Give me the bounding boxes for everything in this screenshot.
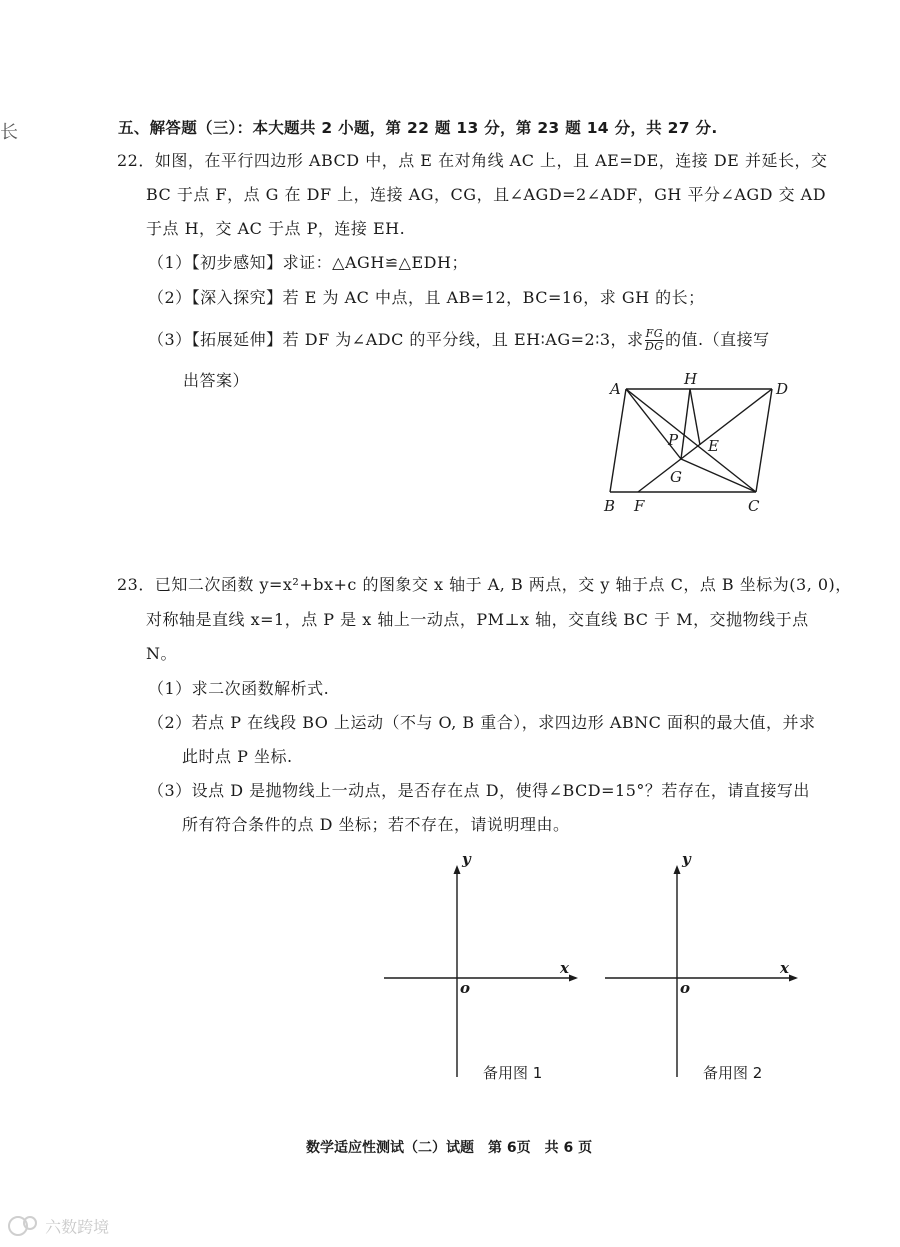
graph-2-caption: 备用图 2 bbox=[703, 1064, 763, 1082]
backup-graph-1 bbox=[380, 845, 590, 1099]
q23-part-3-cont: 所有符合条件的点 D 坐标；若不存在，请说明理由。 bbox=[182, 815, 570, 834]
q22-part-3-text-b: 的值.（直接写 bbox=[664, 330, 770, 349]
q22-line-2: BC 于点 F，点 G 在 DF 上，连接 AG，CG，且∠AGD=2∠ADF，GH 平分∠AGD 交 AD bbox=[146, 185, 827, 204]
segment-dc bbox=[756, 389, 772, 492]
q22-part-3 bbox=[148, 328, 770, 353]
y-axis-label: y bbox=[462, 850, 471, 868]
label-F: F bbox=[634, 497, 645, 515]
label-D: D bbox=[776, 380, 789, 398]
q23-part-2-cont: 此时点 P 坐标. bbox=[182, 747, 293, 766]
fraction-numerator: FG bbox=[645, 327, 663, 340]
segment-ac bbox=[626, 389, 756, 492]
origin-label: o bbox=[460, 979, 471, 997]
label-C: C bbox=[748, 497, 760, 515]
q22-part-3-cont: 出答案） bbox=[183, 371, 250, 390]
y-axis-arrow bbox=[454, 865, 461, 874]
y-axis-label: y bbox=[682, 850, 691, 868]
q23-line-2: 对称轴是直线 x=1，点 P 是 x 轴上一动点，PM⊥x 轴，交直线 BC 于 M，交抛物线于点 bbox=[146, 610, 809, 629]
section-heading: 五、解答题（三）：本大题共 2 小题，第 22 题 13 分，第 23 题 14 分，共 27 分. bbox=[118, 119, 718, 137]
watermark-logo-icon bbox=[6, 1213, 40, 1239]
label-B: B bbox=[604, 497, 616, 515]
label-P: P bbox=[668, 431, 679, 449]
q22-line-1: 22．如图，在平行四边形 ABCD 中，点 E 在对角线 AC 上，且 AE=DE，连接 DE 并延长，交 bbox=[117, 151, 828, 170]
segment-gh bbox=[681, 389, 690, 459]
x-axis-label: x bbox=[560, 959, 569, 977]
graph-1-caption: 备用图 1 bbox=[483, 1064, 543, 1082]
x-axis-arrow bbox=[789, 975, 798, 982]
segment-df bbox=[638, 389, 772, 492]
q23-line-3: N。 bbox=[146, 644, 178, 663]
origin-label: o bbox=[680, 979, 691, 997]
watermark-text: 六数跨境 bbox=[45, 1217, 110, 1237]
y-axis-arrow bbox=[674, 865, 681, 874]
segment-cg bbox=[681, 459, 756, 492]
segment-ab bbox=[610, 389, 626, 492]
page-footer: 数学适应性测试（二）试题 第 6页 共 6 页 bbox=[306, 1140, 593, 1156]
q22-line-3: 于点 H，交 AC 于点 P，连接 EH. bbox=[146, 219, 406, 238]
q22-part-1: （1）【初步感知】求证：△AGH≌△EDH； bbox=[148, 253, 468, 272]
label-A: A bbox=[610, 380, 621, 398]
label-H: H bbox=[684, 370, 698, 388]
x-axis-label: x bbox=[780, 959, 789, 977]
segment-eh bbox=[690, 389, 700, 445]
x-axis-arrow bbox=[569, 975, 578, 982]
backup-graph-2 bbox=[600, 845, 810, 1099]
q23-line-1: 23．已知二次函数 y=x²+bx+c 的图象交 x 轴于 A, B 两点，交 y 轴于点 C，点 B 坐标为(3, 0)， bbox=[117, 575, 852, 594]
fraction-fg-dg bbox=[645, 328, 664, 353]
q22-part-3-text-a: （3）【拓展延伸】若 DF 为∠ADC 的平分线，且 EH∶AG=2∶3，求 bbox=[148, 330, 644, 349]
page-edge-mark: 长 bbox=[0, 122, 18, 143]
q22-parallelogram-figure bbox=[600, 368, 800, 522]
q23-part-1: （1）求二次函数解析式. bbox=[148, 679, 330, 698]
q23-part-2: （2）若点 P 在线段 BO 上运动（不与 O, B 重合），求四边形 ABNC 面积的最大值，并求 bbox=[148, 713, 816, 732]
watermark bbox=[6, 1213, 109, 1239]
fraction-denominator: DG bbox=[644, 340, 664, 353]
label-E: E bbox=[708, 437, 719, 455]
q23-part-3: （3）设点 D 是抛物线上一动点，是否存在点 D，使得∠BCD=15°？若存在，请直接写出 bbox=[148, 781, 810, 800]
label-G: G bbox=[670, 468, 682, 486]
q22-part-2: （2）【深入探究】若 E 为 AC 中点，且 AB=12，BC=16，求 GH 的长； bbox=[148, 288, 705, 307]
